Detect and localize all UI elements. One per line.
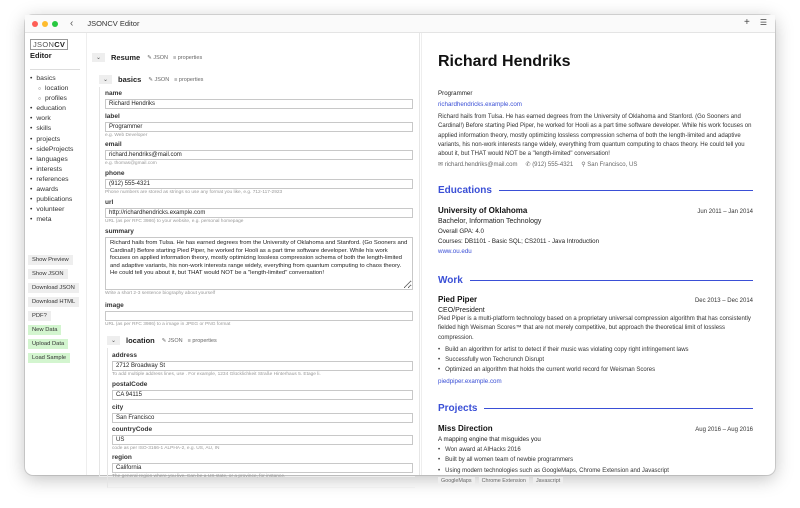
dates: Dec 2013 – Dec 2014	[694, 298, 753, 304]
chevron-down-icon[interactable]: ⌄	[92, 53, 105, 62]
field-label: url	[105, 199, 114, 206]
field-postalCode	[112, 381, 413, 400]
courses: Courses: DB1101 - Basic SQL; CS2011 - Java Introduction	[438, 238, 600, 245]
project-keywords	[438, 477, 753, 485]
download-html-button[interactable]: Download HTML	[28, 297, 79, 307]
logo-json: JSON	[33, 40, 55, 49]
city-input[interactable]: San Francisco	[112, 413, 413, 423]
sidebar-item-awards[interactable]: • awards	[30, 185, 73, 195]
projects-heading: Projects	[438, 403, 753, 414]
project-name: Miss Direction	[438, 424, 493, 433]
field-hint: code as per ISO-3166-1 ALPHA-2, e.g. US, AU, IN	[112, 446, 220, 451]
work-entry	[438, 295, 753, 385]
location-item: ⚲ San Francisco, US	[581, 162, 638, 168]
show-preview-button[interactable]: Show Preview	[28, 255, 73, 265]
url-input[interactable]: http://richardhendricks.example.com	[105, 208, 413, 218]
keyword-tag: Chrome Extension	[479, 477, 529, 485]
sidebar-item-basics[interactable]: • basics	[30, 74, 73, 84]
highlight-item: • Won award at AIHacks 2016	[438, 445, 753, 455]
field-hint: To add multiple address lines, use . For example, 1234 Glücklichkeit Straße Hinterhaus 5. Etage li.	[112, 372, 321, 377]
highlight-item: • Using modern technologies such as GoogleMaps, Chrome Extension and Javascript	[438, 466, 753, 476]
sidebar-item-sideProjects[interactable]: • sideProjects	[30, 145, 73, 155]
chevron-left-icon[interactable]: ‹	[70, 18, 74, 29]
work-heading: Work	[438, 275, 753, 286]
zoom-window-button[interactable]	[52, 21, 58, 27]
field-label: address	[112, 352, 137, 359]
chevron-down-icon[interactable]: ⌄	[99, 75, 112, 84]
sidebar-item-volunteer[interactable]: • volunteer	[30, 205, 73, 215]
field-label: image	[105, 302, 124, 309]
download-json-button[interactable]: Download JSON	[28, 283, 79, 293]
field-region	[112, 454, 413, 479]
keyword-tag: Javascript	[533, 477, 563, 485]
phone-icon: ✆	[525, 162, 531, 168]
logo	[30, 39, 68, 60]
field-hint: e.g. thomas@gmail.com	[105, 161, 157, 166]
section-nav	[30, 74, 73, 225]
preview-url-link[interactable]: richardhendricks.example.com	[438, 101, 522, 108]
minimize-window-button[interactable]	[42, 21, 48, 27]
contact-row	[438, 161, 753, 168]
list-icon[interactable]: ☰	[759, 18, 767, 27]
highlight-item: • Successfully won Techcrunch Disrupt	[438, 355, 753, 365]
project-entry	[438, 424, 753, 485]
highlight-item: • Build an algorithm for artist to detect if their music was violating copy right infringement laws	[438, 345, 753, 355]
show-json-button[interactable]: Show JSON	[28, 269, 68, 279]
section-title: Resume	[111, 53, 141, 62]
degree: Bachelor, Information Technology	[438, 218, 542, 225]
keyword-tag: GoogleMaps	[438, 477, 475, 485]
work-url-link[interactable]: piedpiper.example.com	[438, 377, 502, 385]
field-label: countryCode	[112, 426, 153, 433]
phone-input[interactable]: (912) 555-4321	[105, 179, 413, 189]
work-summary: Pied Piper is a multi-platform technology based on a proprietary universal compression algorithm that has consistently fielded high Weisman Scores™ that are not merely competitive, but approach the theoretical limit of lossless compression.	[438, 316, 751, 341]
new-data-button[interactable]: New Data	[28, 325, 61, 335]
project-description: A mapping engine that misguides you	[438, 436, 541, 443]
sidebar-item-work[interactable]: • work	[30, 114, 73, 124]
project-highlights	[438, 445, 753, 476]
sidebar-item-publications[interactable]: • publications	[30, 195, 73, 205]
section-title: location	[126, 336, 155, 345]
json-toggle[interactable]: ✎ JSON	[147, 54, 168, 61]
editor-form	[87, 33, 420, 479]
address-input[interactable]: 2712 Broadway St	[112, 361, 413, 371]
app-window	[25, 15, 775, 484]
field-hint: The general region where you live. Can be a US state, or a province, for instance.	[112, 474, 286, 479]
education-url-link[interactable]: www.ou.edu	[438, 248, 472, 255]
sidebar-item-references[interactable]: • references	[30, 175, 73, 185]
plus-icon[interactable]: +	[743, 17, 750, 28]
sidebar	[25, 33, 87, 475]
resume-preview	[421, 33, 775, 484]
work-highlights	[438, 345, 753, 376]
divider	[30, 69, 80, 70]
json-toggle[interactable]: ✎ JSON	[148, 76, 170, 83]
field-hint: URL (as per RFC 3986) to a image in JPEG or PNG format	[105, 322, 231, 327]
location-pin-icon: ⚲	[581, 162, 586, 168]
json-toggle[interactable]: ✎ JSON	[161, 337, 183, 344]
properties-toggle[interactable]: ≡ properties	[187, 337, 217, 344]
countryCode-input[interactable]: US	[112, 435, 413, 445]
sidebar-item-languages[interactable]: • languages	[30, 155, 73, 165]
window-title: JSONCV Editor	[87, 19, 140, 28]
dates: Aug 2016 – Aug 2016	[695, 427, 753, 433]
field-hint: Write a short 2-3 sentence biography about yourself	[105, 291, 216, 296]
sidebar-item-interests[interactable]: • interests	[30, 165, 73, 175]
field-label: postalCode	[112, 381, 148, 388]
institution: University of Oklahoma	[438, 206, 528, 215]
preview-name: Richard Hendriks	[438, 53, 571, 70]
field-label: name	[105, 90, 122, 97]
educations-heading: Educations	[438, 185, 753, 196]
email-input[interactable]: richard.hendriks@mail.com	[105, 150, 413, 160]
dates: Jun 2011 – Jan 2014	[697, 209, 753, 215]
region-input[interactable]: California	[112, 463, 413, 473]
field-label: email	[105, 141, 122, 148]
action-buttons	[28, 255, 79, 363]
highlight-item: • Optimized an algorithm that holds the current world record for Weisman Scores	[438, 365, 753, 375]
postalCode-input[interactable]: CA 94115	[112, 390, 413, 400]
position: CEO/President	[438, 307, 485, 314]
field-address	[112, 352, 413, 377]
section-title: basics	[118, 75, 142, 84]
field-label: summary	[105, 228, 134, 235]
logo-subtitle: Editor	[30, 51, 52, 60]
education-entry	[438, 206, 753, 255]
preview-label: Programmer	[438, 90, 473, 97]
company: Pied Piper	[438, 295, 478, 304]
sidebar-item-projects[interactable]: • projects	[30, 135, 73, 145]
sidebar-item-profiles[interactable]: ○ profiles	[30, 94, 73, 104]
properties-toggle[interactable]: ≡ properties	[173, 54, 203, 61]
logo-cv: CV	[54, 40, 66, 49]
highlight-item: • Built by all women team of newbie programmers	[438, 455, 753, 465]
sidebar-item-location[interactable]: ○ location	[30, 84, 73, 94]
mail-icon: ✉	[438, 162, 444, 168]
email-item: ✉ richard.hendriks@mail.com	[438, 162, 518, 168]
chevron-down-icon[interactable]: ⌄	[107, 336, 120, 345]
sidebar-item-education[interactable]: • education	[30, 104, 73, 114]
load-sample-button[interactable]: Load Sample	[28, 353, 70, 363]
title-bar	[25, 15, 775, 33]
sidebar-item-skills[interactable]: • skills	[30, 124, 73, 134]
properties-toggle[interactable]: ≡ properties	[174, 76, 204, 83]
field-label: city	[112, 404, 124, 411]
field-city	[112, 404, 413, 423]
name-input[interactable]: Richard Hendriks	[105, 99, 413, 109]
close-window-button[interactable]	[32, 21, 38, 27]
field-hint: Phone numbers are stored as strings so use any format you like, e.g. 712-117-2923	[105, 190, 283, 195]
field-hint: URL (as per RFC 3986) to your website, e.g. personal homepage	[105, 219, 244, 224]
field-label: phone	[105, 170, 125, 177]
upload-data-button[interactable]: Upload Data	[28, 339, 68, 349]
sidebar-item-meta[interactable]: • meta	[30, 215, 73, 225]
label-input[interactable]: Programmer	[105, 122, 413, 132]
field-countryCode	[112, 426, 413, 451]
gpa: Overall GPA: 4.0	[438, 228, 484, 235]
field-label: label	[105, 113, 120, 120]
phone-item: ✆ (912) 555-4321	[525, 162, 574, 168]
field-hint: e.g. Web Developer	[105, 133, 148, 138]
pdf-button[interactable]: PDF?	[28, 311, 51, 321]
field-label: region	[112, 454, 132, 461]
preview-summary: Richard hails from Tulsa. He has earned degrees from the University of Oklahoma and Stanford. (Go Sooners and Cardinal!) Before starting Pied Piper, he worked for Hooli as a part time software developer. While his work focuses on applied information theory, mostly optimizing lossless compression schema of both the length-limited and adaptive variants, his non-work interests range widely, everything from quantum computing to chaos theory. He could tell you about it, but THAT would NOT be a "length-limited" conversation!	[438, 114, 752, 158]
